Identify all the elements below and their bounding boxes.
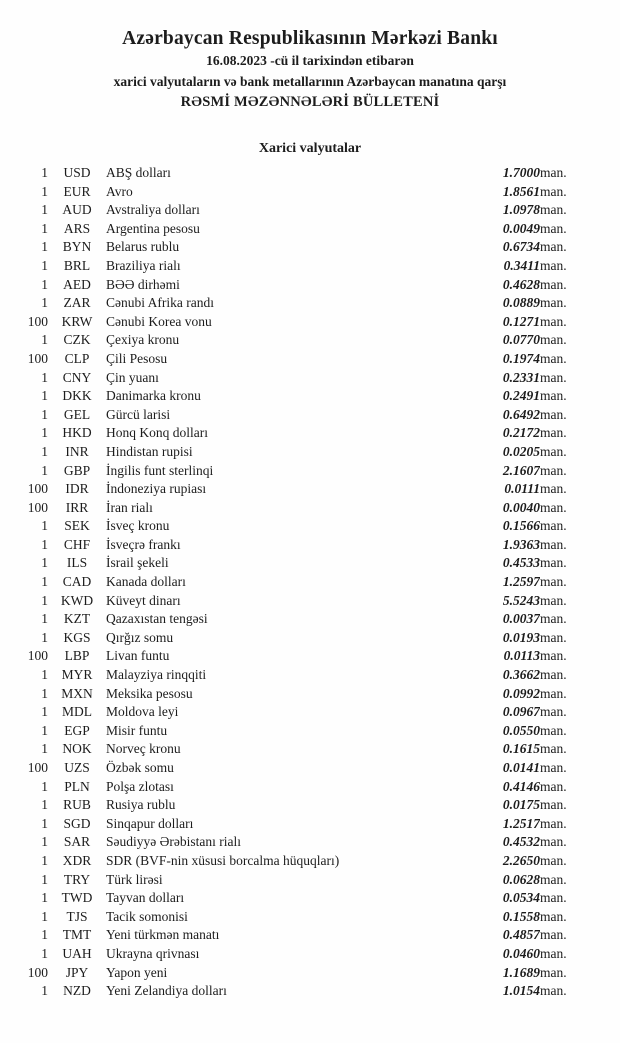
rate-value-cell: 0.1558 <box>502 908 540 924</box>
table-row <box>0 462 592 481</box>
quantity-cell: 1 <box>41 165 48 180</box>
currency-code-cell: PLN <box>64 778 90 794</box>
currency-name-cell: Yapon yeni <box>106 964 168 980</box>
table-row <box>0 573 592 592</box>
bank-title: Azərbaycan Respublikasının Mərkəzi Bankı <box>122 28 498 49</box>
currency-code-cell: USD <box>63 165 91 180</box>
rate-value-cell: 0.1271 <box>502 313 540 329</box>
quantity-cell: 1 <box>41 574 48 590</box>
unit-cell: man. <box>540 741 567 757</box>
rate-value-cell: 0.6492 <box>502 406 540 422</box>
quantity-cell: 1 <box>41 257 48 273</box>
table-row <box>0 647 592 666</box>
rate-value-cell: 0.1615 <box>502 741 540 757</box>
table-row <box>0 740 592 759</box>
currency-name-cell: BƏƏ dirhəmi <box>106 276 180 292</box>
unit-cell: man. <box>540 499 567 515</box>
currency-code-cell: DKK <box>62 388 92 404</box>
table-row <box>0 554 592 573</box>
table-row <box>0 183 592 202</box>
quantity-cell: 1 <box>41 406 48 422</box>
currency-name-cell: Hindistan rupisi <box>106 443 193 459</box>
quantity-cell: 1 <box>41 388 48 404</box>
currency-name-cell: Sinqapur dolları <box>106 815 194 831</box>
unit-cell: man. <box>540 908 567 924</box>
unit-cell: man. <box>540 443 567 459</box>
table-row <box>0 964 592 983</box>
quantity-cell: 1 <box>41 332 48 348</box>
table-row <box>0 424 592 443</box>
currency-code-cell: INR <box>65 443 89 459</box>
currency-code-cell: CZK <box>63 332 91 348</box>
quantity-cell: 1 <box>41 927 48 943</box>
currency-code-cell: MXN <box>61 685 93 701</box>
unit-cell: man. <box>540 834 567 850</box>
section-title-foreign-currencies: Xarici valyutalar <box>258 141 362 156</box>
quantity-cell: 1 <box>41 667 48 683</box>
currency-code-cell: XDR <box>62 852 92 868</box>
quantity-cell: 1 <box>41 295 48 311</box>
quantity-cell: 1 <box>41 834 48 850</box>
unit-cell: man. <box>540 797 567 813</box>
table-row <box>0 889 592 908</box>
unit-cell: man. <box>540 629 567 645</box>
table-row <box>0 759 592 778</box>
currency-code-cell: ZAR <box>63 295 91 311</box>
quantity-cell: 100 <box>27 499 48 515</box>
unit-cell: man. <box>540 183 567 199</box>
currency-code-cell: ILS <box>66 555 88 571</box>
table-row <box>0 276 592 295</box>
rate-value-cell: 0.2331 <box>502 369 540 385</box>
unit-cell: man. <box>540 295 567 311</box>
rate-value-cell: 0.0628 <box>502 871 540 887</box>
currency-code-cell: IDR <box>65 481 89 497</box>
rate-value-cell: 2.2650 <box>502 852 540 868</box>
quantity-cell: 1 <box>41 555 48 571</box>
table-row <box>0 703 592 722</box>
unit-cell: man. <box>540 406 567 422</box>
rate-value-cell: 0.0889 <box>502 295 540 311</box>
currency-code-cell: TMT <box>62 927 92 943</box>
currency-code-cell: GEL <box>63 406 91 422</box>
effective-date-line: 16.08.2023 -cü il tarixindən etibarən <box>206 53 414 68</box>
table-row <box>0 164 592 183</box>
currency-code-cell: EGP <box>64 722 90 738</box>
quantity-cell: 1 <box>41 276 48 292</box>
unit-cell: man. <box>540 685 567 701</box>
quantity-cell: 1 <box>41 741 48 757</box>
table-row <box>0 722 592 741</box>
unit-cell: man. <box>540 927 567 943</box>
currency-name-cell: Küveyt dinarı <box>106 592 181 608</box>
rate-value-cell: 0.0460 <box>502 945 540 961</box>
quantity-cell: 1 <box>41 443 48 459</box>
unit-cell: man. <box>540 760 567 775</box>
currency-code-cell: CHF <box>63 536 91 552</box>
table-row <box>0 387 592 406</box>
currency-name-cell: Çexiya kronu <box>106 332 180 348</box>
currency-name-cell: Moldova leyi <box>106 704 179 720</box>
quantity-cell: 1 <box>41 462 48 478</box>
table-row <box>0 220 592 239</box>
table-row <box>0 406 592 425</box>
unit-cell: man. <box>540 611 567 627</box>
currency-name-cell: SDR (BVF-nin xüsusi borcalma hüquqları) <box>106 852 340 868</box>
currency-name-cell: Çin yuanı <box>106 369 159 385</box>
unit-cell: man. <box>540 983 567 999</box>
currency-name-cell: Livan funtu <box>106 648 170 664</box>
currency-name-cell: Norveç kronu <box>106 741 181 757</box>
currency-name-cell: Meksika pesosu <box>106 685 193 701</box>
currency-name-cell: Braziliya rialı <box>106 257 181 273</box>
unit-cell: man. <box>540 574 567 590</box>
currency-name-cell: İsveçrə frankı <box>106 536 181 552</box>
currency-name-cell: Tacik somonisi <box>106 908 188 924</box>
currency-code-cell: AED <box>63 276 91 292</box>
currency-name-cell: Özbək somu <box>106 760 174 775</box>
unit-cell: man. <box>540 332 567 348</box>
currency-code-cell: MDL <box>62 704 92 720</box>
rate-value-cell: 1.8561 <box>502 183 540 199</box>
rate-value-cell: 0.4532 <box>502 834 540 850</box>
quantity-cell: 100 <box>27 481 48 497</box>
currency-name-cell: Yeni Zelandiya dolları <box>106 983 227 999</box>
rate-value-cell: 0.0111 <box>504 481 540 497</box>
currency-code-cell: KZT <box>63 611 91 627</box>
table-row <box>0 629 592 648</box>
currency-code-cell: JPY <box>65 964 89 980</box>
currency-name-cell: Avstraliya dolları <box>106 202 200 218</box>
rate-value-cell: 0.1974 <box>502 350 540 366</box>
currency-code-cell: BRL <box>63 257 91 273</box>
unit-cell: man. <box>540 945 567 961</box>
currency-name-cell: Misir funtu <box>106 722 168 738</box>
currency-name-cell: Tayvan dolları <box>106 890 185 906</box>
currency-code-cell: NOK <box>62 741 92 757</box>
currency-name-cell: Yeni türkmən manatı <box>106 927 220 943</box>
rate-value-cell: 0.3662 <box>502 667 540 683</box>
currency-code-cell: CLP <box>64 350 90 366</box>
quantity-cell: 1 <box>41 983 48 999</box>
currency-code-cell: TWD <box>61 890 93 906</box>
currency-name-cell: İngilis funt sterlinqi <box>106 462 214 478</box>
table-row <box>0 610 592 629</box>
table-row <box>0 852 592 871</box>
unit-cell: man. <box>540 276 567 292</box>
table-row <box>0 201 592 220</box>
table-row <box>0 815 592 834</box>
rate-value-cell: 1.0978 <box>502 202 540 218</box>
currency-name-cell: Avro <box>106 183 133 199</box>
quantity-cell: 1 <box>41 778 48 794</box>
currency-code-cell: KWD <box>60 592 94 608</box>
table-row <box>0 833 592 852</box>
currency-name-cell: ABŞ dolları <box>106 165 171 180</box>
rate-value-cell: 0.4533 <box>502 555 540 571</box>
currency-code-cell: MYR <box>61 667 93 683</box>
unit-cell: man. <box>540 536 567 552</box>
rate-value-cell: 0.2172 <box>502 425 540 441</box>
quantity-cell: 1 <box>41 629 48 645</box>
rate-value-cell: 0.0550 <box>502 722 540 738</box>
currency-code-cell: BYN <box>62 239 92 255</box>
currency-name-cell: Səudiyyə Ərəbistanı rialı <box>106 834 241 850</box>
currency-code-cell: SGD <box>63 815 91 831</box>
currency-code-cell: IRR <box>65 499 89 515</box>
unit-cell: man. <box>540 369 567 385</box>
quantity-cell: 1 <box>41 611 48 627</box>
unit-cell: man. <box>540 313 567 329</box>
currency-name-cell: İsrail şekeli <box>106 555 169 571</box>
currency-code-cell: CNY <box>62 369 92 385</box>
unit-cell: man. <box>540 425 567 441</box>
quantity-cell: 1 <box>41 852 48 868</box>
quantity-cell: 1 <box>41 722 48 738</box>
table-row <box>0 926 592 945</box>
currency-name-cell: İran rialı <box>106 499 153 515</box>
currency-name-cell: İsveç kronu <box>106 518 170 534</box>
quantity-cell: 1 <box>41 239 48 255</box>
rate-value-cell: 0.2491 <box>502 388 540 404</box>
unit-cell: man. <box>540 350 567 366</box>
rate-value-cell: 0.0040 <box>502 499 540 515</box>
rate-value-cell: 0.0193 <box>502 629 540 645</box>
currency-code-cell: SEK <box>64 518 90 534</box>
currency-code-cell: RUB <box>63 797 91 813</box>
table-row <box>0 350 592 369</box>
currency-code-cell: KGS <box>63 629 91 645</box>
quantity-cell: 1 <box>41 592 48 608</box>
unit-cell: man. <box>540 257 567 273</box>
rate-value-cell: 0.0175 <box>502 797 540 813</box>
table-row <box>0 778 592 797</box>
quantity-cell: 1 <box>41 183 48 199</box>
currency-code-cell: UAH <box>62 945 92 961</box>
currency-code-cell: SAR <box>63 834 91 850</box>
currency-code-cell: NZD <box>63 983 91 999</box>
table-row <box>0 257 592 276</box>
currency-rates-body <box>0 164 592 1001</box>
unit-cell: man. <box>540 722 567 738</box>
unit-cell: man. <box>540 165 567 180</box>
table-row <box>0 331 592 350</box>
rate-value-cell: 0.4857 <box>502 927 540 943</box>
currency-name-cell: Belarus rublu <box>106 239 180 255</box>
rate-value-cell: 0.6734 <box>502 239 540 255</box>
table-row <box>0 871 592 890</box>
unit-cell: man. <box>540 462 567 478</box>
quantity-cell: 1 <box>41 685 48 701</box>
quantity-cell: 100 <box>27 313 48 329</box>
currency-code-cell: ARS <box>63 220 91 236</box>
unit-cell: man. <box>540 648 567 664</box>
quantity-cell: 1 <box>41 945 48 961</box>
table-row <box>0 592 592 611</box>
currency-name-cell: İndoneziya rupiası <box>106 481 207 497</box>
currency-name-cell: Ukrayna qrivnası <box>106 945 200 961</box>
rate-value-cell: 1.0154 <box>502 983 540 999</box>
quantity-cell: 1 <box>41 890 48 906</box>
unit-cell: man. <box>540 667 567 683</box>
currency-name-cell: Honq Konq dolları <box>106 425 208 441</box>
quantity-cell: 1 <box>41 536 48 552</box>
unit-cell: man. <box>540 239 567 255</box>
bulletin-subtitle: xarici valyutaların və bank metallarının Azərbaycan manatına qarşı <box>113 74 507 89</box>
rate-value-cell: 2.1607 <box>502 462 540 478</box>
rate-value-cell: 0.0037 <box>502 611 540 627</box>
currency-code-cell: UZS <box>64 760 90 775</box>
rate-value-cell: 1.1689 <box>502 964 540 980</box>
unit-cell: man. <box>540 778 567 794</box>
currency-code-cell: TRY <box>63 871 91 887</box>
currency-name-cell: Cənubi Korea vonu <box>106 313 212 329</box>
rate-value-cell: 5.5243 <box>502 592 540 608</box>
currency-rates-table <box>0 164 592 1001</box>
unit-cell: man. <box>540 890 567 906</box>
quantity-cell: 100 <box>27 648 48 664</box>
unit-cell: man. <box>540 704 567 720</box>
rate-value-cell: 0.0049 <box>502 220 540 236</box>
currency-name-cell: Türk lirəsi <box>106 871 163 887</box>
currency-code-cell: EUR <box>63 183 91 199</box>
table-row <box>0 480 592 499</box>
unit-cell: man. <box>540 592 567 608</box>
currency-name-cell: Argentina pesosu <box>106 220 200 236</box>
rate-value-cell: 1.9363 <box>502 536 540 552</box>
rate-value-cell: 0.0113 <box>503 648 540 664</box>
quantity-cell: 1 <box>41 220 48 236</box>
currency-name-cell: Qazaxıstan tengəsi <box>106 611 208 627</box>
currency-code-cell: AUD <box>62 202 92 218</box>
rate-value-cell: 1.7000 <box>502 165 540 180</box>
quantity-cell: 1 <box>41 815 48 831</box>
quantity-cell: 1 <box>41 518 48 534</box>
currency-name-cell: Danimarka kronu <box>106 388 201 404</box>
quantity-cell: 1 <box>41 202 48 218</box>
rate-value-cell: 1.2597 <box>502 574 540 590</box>
table-row <box>0 982 592 1001</box>
quantity-cell: 1 <box>41 704 48 720</box>
rate-value-cell: 0.0770 <box>502 332 540 348</box>
table-row <box>0 796 592 815</box>
unit-cell: man. <box>540 555 567 571</box>
quantity-cell: 100 <box>27 964 48 980</box>
unit-cell: man. <box>540 852 567 868</box>
table-row <box>0 908 592 927</box>
currency-name-cell: Çili Pesosu <box>106 350 168 366</box>
unit-cell: man. <box>540 220 567 236</box>
unit-cell: man. <box>540 964 567 980</box>
rate-value-cell: 0.0992 <box>502 685 540 701</box>
rate-value-cell: 0.0205 <box>502 443 540 459</box>
rate-value-cell: 0.3411 <box>503 257 540 273</box>
rate-value-cell: 0.0534 <box>502 890 540 906</box>
unit-cell: man. <box>540 388 567 404</box>
currency-name-cell: Rusiya rublu <box>106 797 176 813</box>
table-row <box>0 313 592 332</box>
currency-name-cell: Qırğız somu <box>106 629 174 645</box>
table-row <box>0 517 592 536</box>
quantity-cell: 1 <box>41 369 48 385</box>
currency-code-cell: CAD <box>62 574 92 590</box>
unit-cell: man. <box>540 871 567 887</box>
unit-cell: man. <box>540 518 567 534</box>
quantity-cell: 1 <box>41 425 48 441</box>
currency-name-cell: Malayziya rinqqiti <box>106 667 207 683</box>
table-row <box>0 666 592 685</box>
table-row <box>0 685 592 704</box>
bulletin-title: RƏSMİ MƏZƏNNƏLƏRİ BÜLLETENİ <box>180 94 440 110</box>
table-row <box>0 294 592 313</box>
quantity-cell: 100 <box>27 760 48 775</box>
unit-cell: man. <box>540 815 567 831</box>
currency-code-cell: KRW <box>61 313 93 329</box>
rate-value-cell: 0.0141 <box>502 760 540 775</box>
unit-cell: man. <box>540 481 567 497</box>
rate-value-cell: 0.0967 <box>502 704 540 720</box>
currency-code-cell: HKD <box>62 425 92 441</box>
rate-value-cell: 0.1566 <box>502 518 540 534</box>
rate-value-cell: 0.4146 <box>502 778 540 794</box>
currency-code-cell: GBP <box>63 462 91 478</box>
currency-name-cell: Cənubi Afrika randı <box>106 295 214 311</box>
rate-value-cell: 1.2517 <box>502 815 540 831</box>
table-row <box>0 945 592 964</box>
rate-value-cell: 0.4628 <box>502 276 540 292</box>
table-row <box>0 443 592 462</box>
unit-cell: man. <box>540 202 567 218</box>
quantity-cell: 1 <box>41 871 48 887</box>
currency-name-cell: Kanada dolları <box>106 574 186 590</box>
currency-name-cell: Gürcü larisi <box>106 406 171 422</box>
table-row <box>0 499 592 518</box>
table-row <box>0 238 592 257</box>
currency-code-cell: TJS <box>66 908 88 924</box>
table-row <box>0 369 592 388</box>
quantity-cell: 1 <box>41 908 48 924</box>
quantity-cell: 1 <box>41 797 48 813</box>
currency-name-cell: Polşa zlotası <box>106 778 174 794</box>
currency-code-cell: LBP <box>64 648 90 664</box>
table-row <box>0 536 592 555</box>
quantity-cell: 100 <box>27 350 48 366</box>
